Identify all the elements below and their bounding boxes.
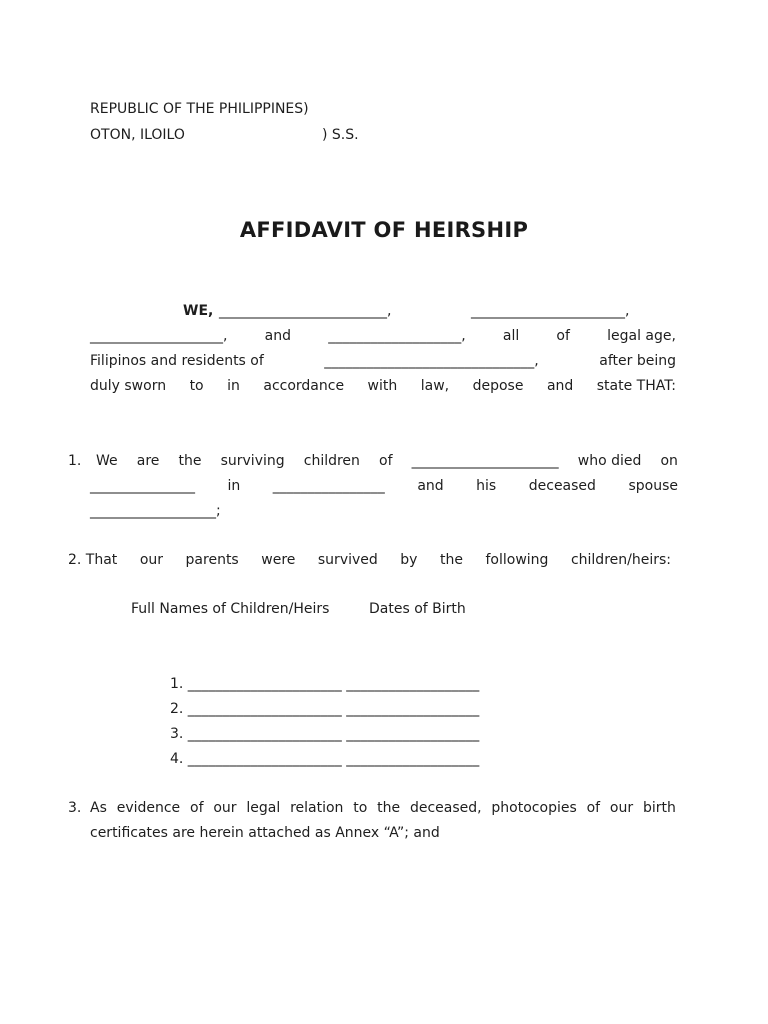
- heir-row: 3. ______________________ ___________________: [170, 726, 480, 742]
- item-1-word: children: [303, 453, 360, 469]
- item-3-word: to: [353, 800, 368, 816]
- item-1-word: We: [96, 453, 118, 469]
- item-2-word: following: [485, 552, 549, 568]
- intro-all: all: [502, 328, 520, 344]
- item-3-number: 3.: [68, 800, 82, 816]
- item-3-line-1: [90, 799, 676, 817]
- document-title: AFFIDAVIT OF HEIRSHIP: [239, 218, 529, 242]
- item-2-word: by: [400, 552, 418, 568]
- intro-residence-blank: ______________________________,: [324, 353, 539, 369]
- intro-line-2: [90, 327, 676, 345]
- item-3-word: birth: [642, 800, 676, 816]
- intro-we: WE,: [183, 303, 214, 319]
- item-2-word: survived: [317, 552, 378, 568]
- intro-of: of: [556, 328, 570, 344]
- item-1-number: 1.: [68, 453, 82, 469]
- item-1-date-blank: _______________: [90, 478, 195, 494]
- item-3-word: photocopies: [491, 800, 577, 816]
- heir-row: 4. ______________________ ___________________: [170, 751, 480, 767]
- intro-residents: Filipinos and residents of: [90, 353, 264, 369]
- intro-blank-2: ______________________,: [471, 303, 630, 319]
- item-1-place-blank: ________________: [272, 478, 385, 494]
- item-1-word: his: [476, 478, 497, 494]
- item-3-word: of: [190, 800, 204, 816]
- item-1-word: who died: [577, 453, 642, 469]
- item-3-word: evidence: [116, 800, 181, 816]
- item-3-line-2: certificates are herein attached as Annex “A”; and: [90, 825, 440, 841]
- item-3-word: our: [213, 800, 237, 816]
- item-2-word: the: [439, 552, 463, 568]
- intro-line-3: [90, 352, 676, 370]
- item-3-word: relation: [290, 800, 344, 816]
- item-3-word: As: [90, 800, 107, 816]
- item-3-word: of: [586, 800, 601, 816]
- item-3-word: deceased,: [409, 800, 482, 816]
- item-1-word: of: [379, 453, 393, 469]
- intro-word: law,: [420, 378, 450, 394]
- item-2-word: 2. That: [68, 552, 118, 568]
- item-1-decedent-blank: _____________________: [411, 453, 559, 469]
- item-1-word: surviving: [220, 453, 285, 469]
- intro-word: with: [367, 378, 398, 394]
- item-1-word: the: [178, 453, 202, 469]
- item-1-word: in: [227, 478, 241, 494]
- item-2-word: were: [261, 552, 296, 568]
- heir-row: 1. ______________________ ___________________: [170, 676, 480, 692]
- venue-ss: ) S.S.: [322, 127, 359, 143]
- heir-row: 2. ______________________ ___________________: [170, 701, 480, 717]
- item-1-spouse-blank: __________________;: [90, 503, 221, 519]
- item-3-word: legal: [246, 800, 281, 816]
- intro-word: and: [546, 378, 574, 394]
- intro-word: duly sworn: [90, 378, 167, 394]
- item-2-line-1: [68, 551, 671, 569]
- item-3-word: the: [377, 800, 401, 816]
- item-1-line-1: [96, 452, 678, 470]
- venue-place: OTON, ILOILO: [90, 127, 185, 143]
- heirs-column-names: Full Names of Children/Heirs: [131, 601, 330, 617]
- heirs-column-dates: Dates of Birth: [369, 601, 466, 617]
- item-1-line-2: [90, 477, 678, 495]
- item-1-word: deceased: [528, 478, 596, 494]
- intro-word: in: [227, 378, 240, 394]
- item-2-word: children/heirs:: [570, 552, 671, 568]
- intro-word: state THAT:: [596, 378, 676, 394]
- intro-word: to: [189, 378, 204, 394]
- venue-republic: REPUBLIC OF THE PHILIPPINES): [90, 101, 309, 117]
- intro-blank-4: ___________________,: [328, 328, 466, 344]
- intro-line-4: [90, 377, 676, 395]
- intro-and: and: [264, 328, 291, 344]
- intro-word: depose: [472, 378, 524, 394]
- intro-blank-1: ________________________,: [219, 303, 392, 319]
- intro-after-being: after being: [599, 353, 676, 369]
- item-1-word: are: [136, 453, 160, 469]
- item-1-word: and: [417, 478, 444, 494]
- item-1-word: on: [660, 453, 678, 469]
- intro-word: accordance: [263, 378, 345, 394]
- item-1-word: spouse: [628, 478, 678, 494]
- item-2-word: parents: [185, 552, 239, 568]
- item-2-word: our: [139, 552, 164, 568]
- item-3-word: our: [609, 800, 634, 816]
- intro-blank-3: ___________________,: [90, 328, 228, 344]
- intro-legal-age: legal age,: [607, 328, 676, 344]
